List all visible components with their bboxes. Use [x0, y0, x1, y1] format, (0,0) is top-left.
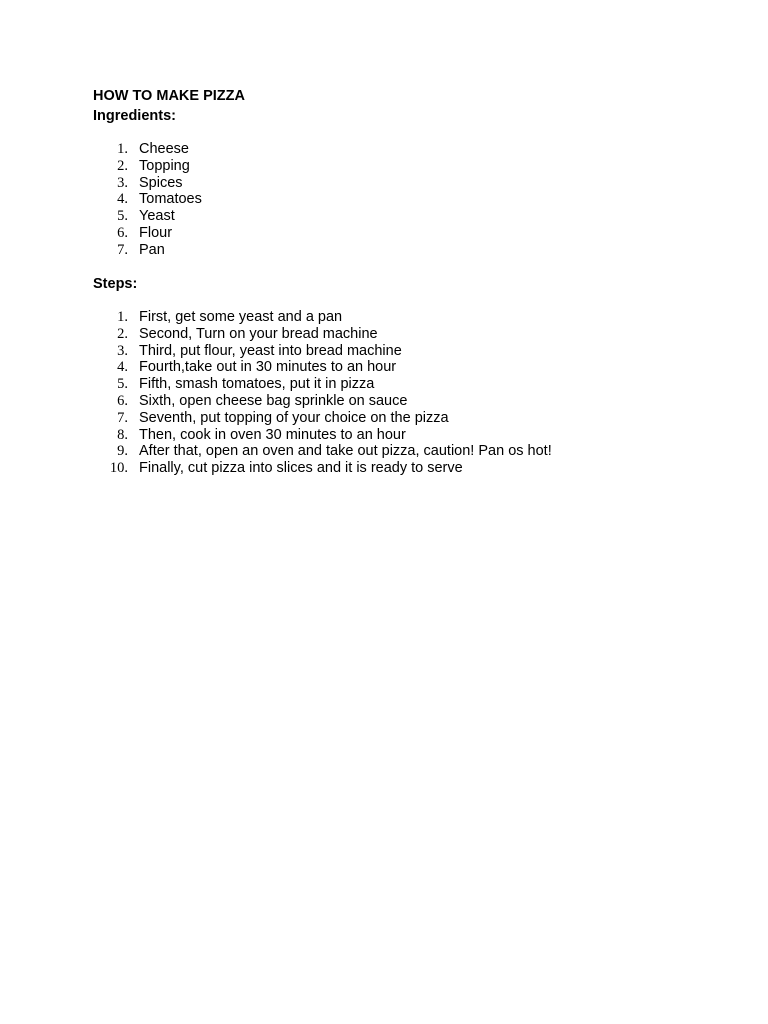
ingredient-text: Yeast [139, 208, 175, 225]
list-number: 4. [117, 359, 128, 376]
list-number: 2. [117, 325, 128, 342]
list-number: 3. [117, 342, 128, 359]
ingredient-text: Tomatoes [139, 191, 202, 208]
step-text: Fourth,take out in 30 minutes to an hour [139, 359, 397, 376]
list-number: 5. [117, 376, 128, 393]
step-text: Fifth, smash tomatoes, put it in pizza [139, 376, 375, 393]
ingredient-text: Cheese [139, 141, 189, 157]
list-number: 8. [117, 426, 128, 443]
document-title: HOW TO MAKE PIZZA [93, 88, 245, 104]
list-number: 3. [117, 174, 128, 191]
step-text: Finally, cut pizza into slices and it is ready to serve [139, 460, 463, 477]
list-number: 5. [117, 208, 128, 225]
ingredient-text: Pan [139, 241, 165, 258]
step-text: First, get some yeast and a pan [139, 309, 343, 325]
list-number: 1. [117, 309, 128, 325]
list-number: 6. [117, 224, 128, 241]
step-text: After that, open an oven and take out pizza, caution! Pan os hot! [139, 443, 552, 460]
ingredient-text: Topping [139, 157, 190, 174]
list-number: 2. [117, 157, 128, 174]
list-number: 4. [117, 191, 128, 208]
list-number: 7. [117, 241, 128, 258]
step-text: Seventh, put topping of your choice on the pizza [139, 409, 449, 426]
list-number: 7. [117, 409, 128, 426]
step-text: Second, Turn on your bread machine [139, 325, 378, 342]
step-text: Third, put flour, yeast into bread machine [139, 342, 402, 359]
ingredient-text: Flour [139, 224, 173, 241]
ingredients-heading: Ingredients: [93, 108, 176, 124]
list-number: 6. [117, 392, 128, 409]
step-text: Then, cook in oven 30 minutes to an hour [139, 426, 406, 443]
steps-heading: Steps: [93, 276, 138, 292]
step-text: Sixth, open cheese bag sprinkle on sauce [139, 392, 408, 409]
list-number: 10. [109, 460, 128, 477]
ingredient-text: Spices [139, 174, 183, 191]
list-number: 1. [117, 141, 128, 157]
list-number: 9. [117, 443, 128, 460]
